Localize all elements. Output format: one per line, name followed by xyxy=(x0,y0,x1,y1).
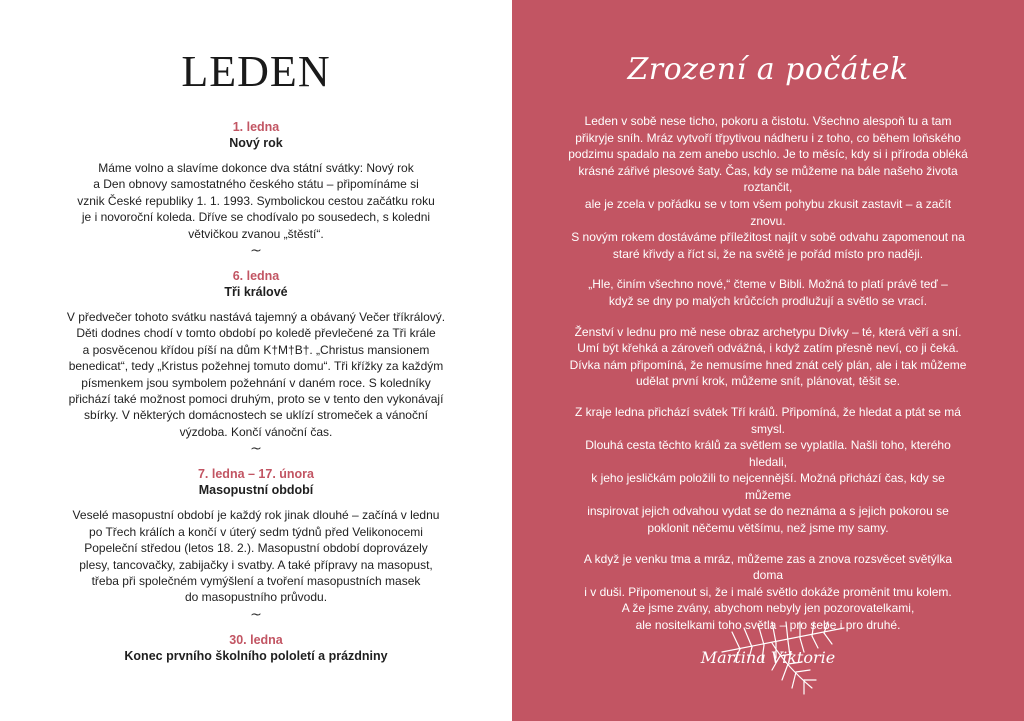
text-line: A že jsme zvány, abychom nebyly jen pozorovatelkami, xyxy=(621,601,915,616)
text-line: a Den obnovy samostatného českého státu – připomínáme si xyxy=(93,177,419,192)
text-line: Umí být křehká a zároveň odvážná, i když zatím přesně neví, co ji čeká. xyxy=(577,341,959,356)
essay-paragraph xyxy=(568,324,968,390)
holiday-date: 7. ledna – 17. února xyxy=(197,467,314,482)
essay-paragraph xyxy=(568,404,968,537)
essay-title: Zrození a počátek xyxy=(627,52,909,87)
holiday-description xyxy=(50,507,462,605)
holiday-name: Tři králové xyxy=(224,285,288,300)
text-line: krásné zářivé plesové šaty. Čas, kdy se můžeme na bále našeho života roztančit, xyxy=(578,163,958,195)
holiday-name: Konec prvního školního pololetí a prázdniny xyxy=(124,648,388,663)
text-line: je i novoroční koleda. Dříve se chodívalo po sousedech, s koledni xyxy=(81,210,431,225)
text-line: Dlouhá cesta těchto králů za světlem se vyplatila. Našli toho, kterého hledali, xyxy=(585,438,951,469)
text-line: Popeleční středou (letos 18. 2.). Masopustní období doprovázely xyxy=(84,541,428,556)
text-line: Veselé masopustní období je každý rok jinak dlouhé – začíná v lednu xyxy=(72,508,440,523)
text-line: benedicat“, tedy „Kristus požehnej tomuto domu“. Tři křížky za každým xyxy=(68,359,444,374)
text-line: vznik České republiky 1. 1. 1993. Symbolickou cestou začátku roku xyxy=(77,193,435,208)
text-line: A když je venku tma a mráz, můžeme zas a znova rozsvěcet světýlka doma xyxy=(583,551,953,583)
text-line: když se dny po malých krůčcích prodlužují a světlo se vrací. xyxy=(608,293,928,308)
holiday-section xyxy=(50,632,462,665)
month-title: LEDEN xyxy=(181,47,331,96)
text-line: poklonit něčemu většímu, než jsme my samy. xyxy=(647,521,889,536)
author-signature: Martina Viktorie xyxy=(700,647,836,667)
text-line: po Třech králích a končí v úterý sedm týdnů před Velikonocemi xyxy=(89,524,423,539)
text-line: sbírky. V některých domácnostech se uklízí stromeček a vánoční xyxy=(84,408,428,423)
holiday-section xyxy=(50,466,462,605)
holiday-name: Nový rok xyxy=(229,136,283,150)
text-line: přichází také možnost pomoci druhým, proto se v tento den vykonávají xyxy=(68,392,444,407)
text-line: ale je zcela v pořádku se v tom všem pohybu zkusit zastavit – a začít znovu. xyxy=(584,196,952,228)
text-line: inspirovat jejich odvahou vydat se do neznáma a s jejich pokorou se xyxy=(587,504,949,519)
text-line: Ženství v lednu pro mě nese obraz archetypu Dívky – té, která věří a sní. xyxy=(574,324,962,339)
text-line: Dívka nám připomíná, že nemusíme hned znát celý plán, ale i tak můžeme xyxy=(569,357,967,372)
text-line: staré křivdy a říct si, že na světě je pořád místo pro naději. xyxy=(612,246,924,261)
text-line: ale nositelkami toho světla – pro sebe i pro druhé. xyxy=(635,618,901,633)
holiday-section xyxy=(50,119,462,242)
text-line: V předvečer tohoto svátku nastává tajemný a obávaný Večer tříkrálový. xyxy=(66,310,446,325)
holiday-name: Masopustní období xyxy=(198,483,314,498)
pine-branch-icon xyxy=(712,592,852,702)
text-line: k jeho jesličkám položili to nejcennější. Možná přichází čas, kdy se můžeme xyxy=(591,471,945,502)
text-line: třeba při společném vymýšlení a tvoření masopustních masek xyxy=(91,573,421,588)
text-line: i v duši. Připomenout si, že i malé světlo dokáže proměnit tmu kolem. xyxy=(584,584,952,599)
text-line: „Hle, činím všechno nové,“ čteme v Bibli. Možná to platí právě teď – xyxy=(588,277,948,292)
text-line: písmenkem jsou symbolem požehnání v daném roce. S koledníky xyxy=(81,375,431,390)
essay-paragraph xyxy=(568,113,968,262)
holiday-date: 6. ledna xyxy=(232,269,280,284)
text-line: S novým rokem dostáváme příležitost najít v sobě odvahu zapomenout na xyxy=(571,230,965,245)
text-line: podzimu spadalo na zem anebo uschlo. Je to měsíc, kdy si i příroda obléká xyxy=(568,147,968,162)
essay-paragraph xyxy=(568,276,968,309)
text-line: větvičkou zvanou „štěstí“. xyxy=(188,226,324,241)
text-line: Děti dodnes chodí v tomto období po koledě převlečené za Tři krále xyxy=(76,326,436,341)
text-line: Leden v sobě nese ticho, pokoru a čistotu. Všechno alespoň tu a tam xyxy=(584,114,952,128)
text-line: udělat první krok, můžeme snít, plánovat, těšit se. xyxy=(635,374,901,389)
text-line: Máme volno a slavíme dokonce dva státní svátky: Nový rok xyxy=(98,161,414,175)
right-page xyxy=(512,0,1024,721)
tilde-divider: ~ xyxy=(250,243,262,260)
tilde-divider: ~ xyxy=(250,606,262,623)
text-line: výzdoba. Končí vánoční čas. xyxy=(179,424,333,439)
holiday-date: 30. ledna xyxy=(229,632,283,647)
text-line: a posvěcenou křídou píší na dům K†M†B†. „Christus mansionem xyxy=(82,342,430,357)
text-line: přikryje sníh. Mráz vytvoří třpytivou nádheru i z toho, co během loňského xyxy=(575,130,961,145)
text-line: do masopustního průvodu. xyxy=(184,590,328,605)
holiday-description xyxy=(50,309,462,440)
text-line: plesy, tancovačky, zabijačky i svatby. A také přípravy na masopust, xyxy=(79,557,433,572)
text-line: Z kraje ledna přichází svátek Tří králů. Připomíná, že hledat a ptát se má smysl. xyxy=(575,404,961,436)
holiday-section xyxy=(50,268,462,440)
holiday-date: 1. ledna xyxy=(232,120,280,134)
holiday-description xyxy=(50,160,462,242)
tilde-divider: ~ xyxy=(250,441,262,458)
